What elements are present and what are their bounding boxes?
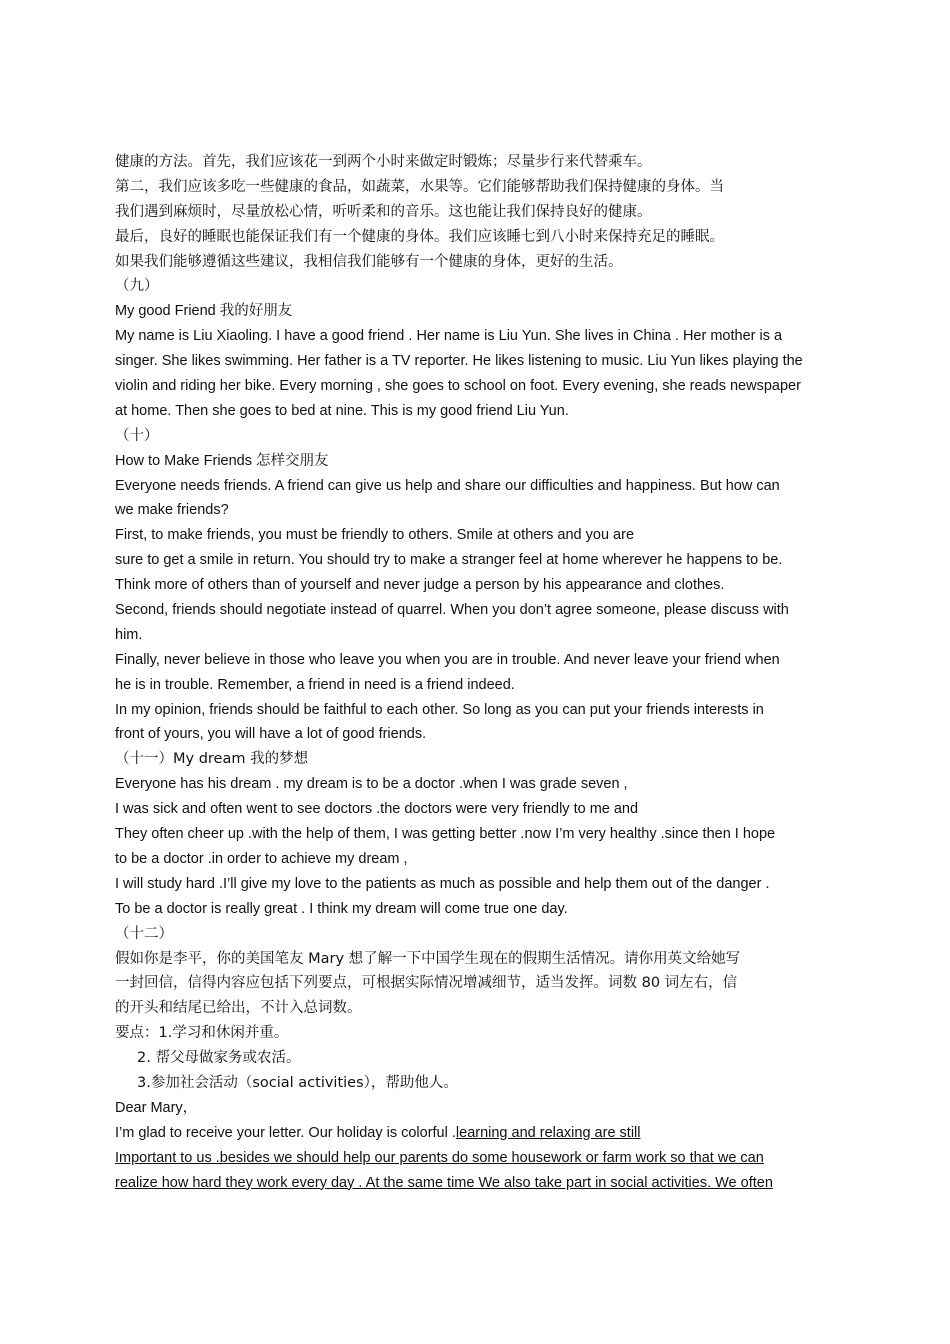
text-line: him. [115,626,143,643]
text-line: front of yours, you will have a lot of good friends. [115,726,427,743]
text-line: Second, friends should negotiate instead of quarrel. When you don’t agree someone, please discuss with [115,602,789,619]
letter-line [115,1121,835,1146]
text-line: Everyone needs friends. A friend can give us help and share our difficulties and happiness. But how can [115,477,780,494]
underlined-answer-line: Important to us .besides we should help our parents do some housework or farm work so that we can [115,1149,764,1166]
text-line: to be a doctor .in order to achieve my dream , [115,850,408,867]
essay-title-my-good-friend: My good Friend 我的好朋友 [115,303,293,320]
section-marker-9: （九） [115,278,159,295]
text-line: I will study hard .I’ll give my love to the patients as much as possible and help them out of the danger . [115,875,770,892]
letter-salutation: Dear Mary， [115,1099,198,1116]
text-line: 最后，良好的睡眠也能保证我们有一个健康的身体。我们应该睡七到八小时来保持充足的睡眠。 [115,228,724,245]
text-line: 健康的方法。首先，我们应该花一到两个小时来做定时锻炼；尽量步行来代替乘车。 [115,154,652,170]
text-line: In my opinion, friends should be faithful to each other. So long as you can put your friends interests in [115,701,764,718]
underlined-answer-line: realize how hard they work every day . At the same time We also take part in social activities. We often [115,1174,773,1191]
text-line: I was sick and often went to see doctors .the doctors were very friendly to me and [115,801,639,818]
text-line: he is in trouble. Remember, a friend in need is a friend indeed. [115,676,515,693]
text-line: Everyone has his dream . my dream is to be a doctor .when I was grade seven , [115,776,628,793]
document-body [115,150,835,1195]
essay-title-how-to-make-friends: How to Make Friends 怎样交朋友 [115,452,329,469]
essay-title-my-dream: （十一）My dream 我的梦想 [115,751,309,768]
text-line: 我们遇到麻烦时，尽量放松心情，听听柔和的音乐。这也能让我们保持良好的健康。 [115,203,652,220]
text-line: violin and riding her bike. Every morning , she goes to school on foot. Every evening, she reads newspaper [115,378,801,395]
text-line: Think more of others than of yourself and never judge a person by his appearance and clothes. [115,577,725,594]
section-marker-10: （十） [115,427,159,444]
text-line: My name is Liu Xiaoling. I have a good friend . Her name is Liu Yun. She lives in China . Her mother is a [115,328,783,345]
text-line: To be a doctor is really great . I think my dream will come true one day. [115,900,568,917]
text-line: Finally, never believe in those who leave you when you are in trouble. And never leave your friend when [115,651,780,668]
letter-text: I’m glad to receive your letter. Our holiday is colorful . [115,1124,456,1141]
underlined-answer-text: learning and relaxing are still [455,1124,641,1141]
text-line: singer. She likes swimming. Her father is a TV reporter. He likes listening to music. Liu Yun likes playing the [115,353,803,370]
text-line: at home. Then she goes to bed at nine. This is my good friend Liu Yun. [115,402,569,419]
section-marker-12: （十二） [115,925,173,942]
text-line: sure to get a smile in return. You should try to make a stranger feel at home wherever he happens to be. [115,552,783,569]
prompt-text-line: 假如你是李平，你的美国笔友 Mary 想了解一下中国学生现在的假期生活情况。请你用英文给她写 [115,950,741,967]
prompt-text-line: 一封回信，信得内容应包括下列要点，可根据实际情况增减细节，适当发挥。词数 80 词左右，信 [115,975,738,992]
prompt-text-line: 的开头和结尾已给出，不计入总词数。 [115,1000,362,1017]
text-line: 如果我们能够遵循这些建议，我相信我们能够有一个健康的身体，更好的生活。 [115,253,623,270]
text-line: 第二，我们应该多吃一些健康的食品，如蔬菜，水果等。它们能够帮助我们保持健康的身体。当 [115,178,724,195]
text-line: we make friends? [115,502,229,519]
key-point-2: 2. 帮父母做家务或农活。 [137,1050,301,1067]
text-line: They often cheer up .with the help of them, I was getting better .now I’m very healthy .since then I hope [115,826,776,843]
key-point-3: 3.参加社会活动（social activities），帮助他人。 [137,1074,458,1091]
text-line: First, to make friends, you must be friendly to others. Smile at others and you are [115,527,635,544]
key-point-1: 要点：1.学习和休闲并重。 [115,1025,289,1042]
